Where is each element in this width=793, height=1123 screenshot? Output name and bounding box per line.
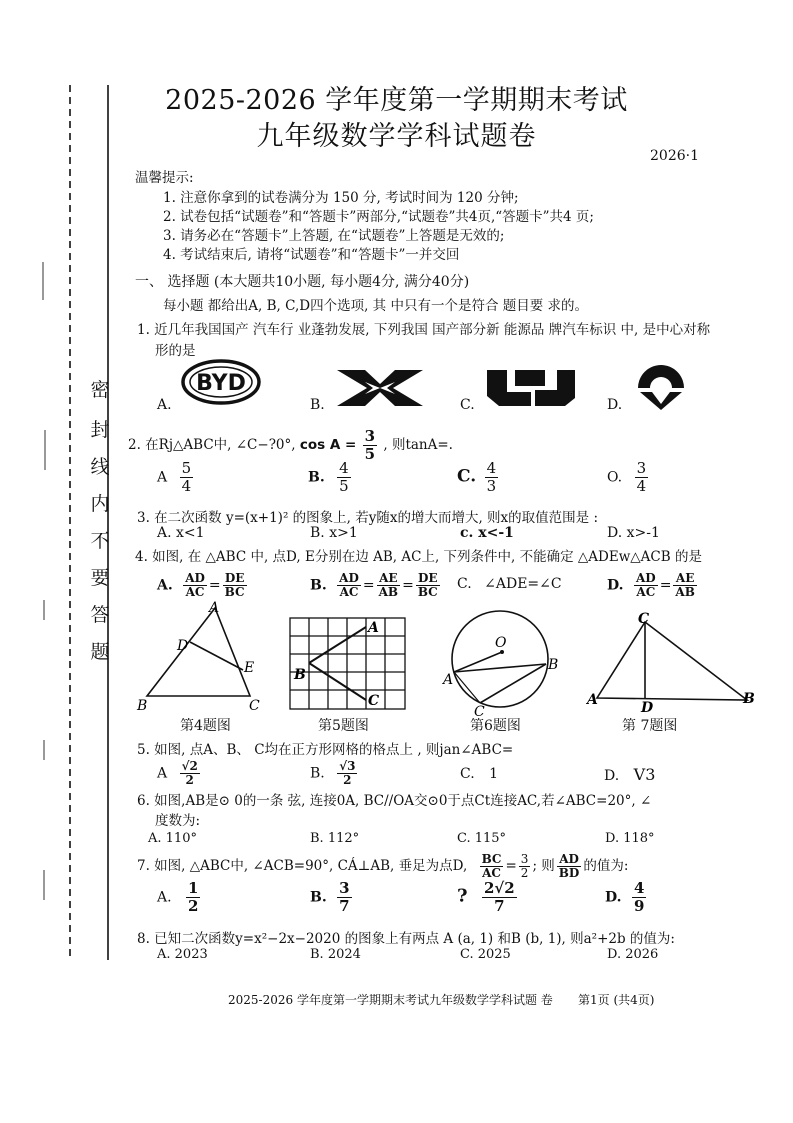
footer-text: 2025-2026 学年度第一学期期末考试九年级数学学科试题 卷 bbox=[228, 993, 553, 1007]
q6-option-b: B. 112° bbox=[310, 831, 360, 846]
svg-text:O: O bbox=[495, 635, 507, 651]
svg-text:C: C bbox=[638, 612, 650, 627]
q7-option-a: A. $\frac{1}{2}$ bbox=[157, 879, 199, 915]
q6-text-line2: 度数为: bbox=[155, 813, 201, 829]
figure-4-caption: 第4题图 bbox=[180, 718, 231, 734]
q2-option-a: A $\frac{5}{4}$ bbox=[157, 459, 192, 495]
section-instruction: 每小题 都给出A, B, C,D四个选项, 其 中只有一个是符合 题目要 求的。 bbox=[163, 298, 589, 314]
figure-6-circle bbox=[440, 602, 560, 716]
figure-5-grid bbox=[288, 616, 408, 712]
lixiang-logo bbox=[485, 366, 577, 408]
figure-7-triangle bbox=[585, 612, 755, 712]
q3-option-d: D. x>-1 bbox=[607, 525, 660, 541]
q7-option-b: B. $\frac{3}{7}$ bbox=[310, 879, 350, 915]
section-heading: 一、 选择题 (本大题共10小题, 每小题4分, 满分40分) bbox=[135, 274, 470, 290]
q5-option-c: C. 1 bbox=[460, 766, 499, 782]
q8-option-b: B. 2024 bbox=[310, 947, 361, 962]
q4-text: 4. 如图, 在 △ABC 中, 点D, E分别在边 AB, AC上, 下列条件中, 不能确定 △ADEw△ACB 的是 bbox=[135, 549, 702, 565]
svg-text:A: A bbox=[368, 620, 379, 636]
q5-option-b: B. $\frac{√3}{2}$ bbox=[310, 759, 356, 787]
seal-char: 线 bbox=[90, 456, 110, 478]
figure-4 bbox=[135, 600, 275, 715]
q2-cos-label: cos A = bbox=[299, 437, 357, 453]
q8-option-d: D. 2026 bbox=[607, 947, 659, 962]
binding-margin bbox=[0, 0, 120, 1123]
q3-text: 3. 在二次函数 y=(x+1)² 的图象上, 若y随x的增大而增大, 则x的取值范围是 : bbox=[137, 510, 599, 526]
q3-option-b: B. x>1 bbox=[310, 525, 358, 541]
notice-item: 2. 试卷包括“试题卷”和“答题卡”两部分,“试题卷”共4页,“答题卡”共4 页; bbox=[163, 209, 594, 225]
q2-option-b: B. $\frac{4}{5}$ bbox=[308, 459, 349, 495]
nio-logo bbox=[632, 358, 690, 412]
q7-text: 7. 如图, △ABC中, ∠ACB=90°, CÁ⊥AB, 垂足为点D, $\frac{BC}{AC}$ = $\frac{3}{2}$ ; 则 $\frac{AD}{BD}$ 的值为: bbox=[137, 852, 629, 880]
svg-text:B: B bbox=[294, 667, 306, 683]
q8-text: 8. 已知二次函数y=x²−2x−2020 的图象上有两点 A (a, 1) 和B (b, 1), 则a²+2b 的值为: bbox=[137, 931, 675, 947]
q1-option-b: B. bbox=[310, 397, 325, 413]
page-number: 第1页 (共4页) bbox=[578, 993, 655, 1007]
q5-option-d: D. V3 bbox=[604, 765, 656, 784]
q3-option-a: A. x<1 bbox=[157, 525, 205, 541]
q7-option-c: ? $\frac{2√2}{7}$ bbox=[457, 879, 515, 915]
svg-text:B: B bbox=[743, 691, 755, 707]
byd-logo-text: BYD bbox=[196, 371, 246, 396]
q6-option-d: D. 118° bbox=[605, 831, 655, 846]
svg-text:A: A bbox=[587, 692, 598, 708]
svg-text:D: D bbox=[641, 700, 654, 712]
byd-logo bbox=[180, 358, 262, 406]
q7-option-d: D. $\frac{4}{9}$ bbox=[605, 879, 645, 915]
q4-option-b: B. $\frac{AD}{AC}$ = $\frac{AE}{AB}$ = $\frac{DE}{BC}$ bbox=[310, 571, 438, 599]
svg-text:A: A bbox=[443, 672, 454, 688]
svg-text:D: D bbox=[177, 638, 189, 654]
q2-tail: , 则tanA=. bbox=[383, 437, 453, 453]
q1-text: 1. 近几年我国国产 汽车行 业蓬勃发展, 下列我国 国产部分新 能源品 牌汽车标识 中, 是中心对称 bbox=[137, 322, 711, 338]
figure-7-caption: 第 7题图 bbox=[622, 718, 678, 734]
seal-char: 答 bbox=[90, 604, 110, 626]
svg-text:C: C bbox=[368, 693, 380, 709]
q1-text-line2: 形的是 bbox=[155, 343, 196, 359]
svg-text:C: C bbox=[249, 698, 260, 714]
notice-item: 3. 请务必在“答题卡”上答题, 在“试题卷”上答题是无效的; bbox=[163, 228, 505, 244]
q2-option-c: C. $\frac{4}{3}$ bbox=[457, 459, 497, 495]
svg-text:E: E bbox=[244, 660, 255, 676]
q2-stem: 2. 在Rj△ABC中, ∠C−?0°, bbox=[128, 437, 296, 453]
figure-6-caption: 第6题图 bbox=[470, 718, 521, 734]
svg-text:B: B bbox=[548, 657, 559, 673]
seal-char: 内 bbox=[90, 493, 110, 515]
q5-text: 5. 如图, 点A、B、 C均在正方形网格的格点上 , 则jan∠ABC= bbox=[137, 742, 514, 758]
seal-char: 不 bbox=[90, 530, 110, 552]
q6-option-c: C. 115° bbox=[457, 831, 507, 846]
notice-item: 4. 考试结束后, 请将“试题卷”和“答题卡”一并交回 bbox=[163, 247, 460, 263]
exam-date: 2026·1 bbox=[650, 148, 699, 164]
q4-option-c: C. ∠ADE=∠C bbox=[457, 576, 562, 592]
svg-text:A: A bbox=[209, 600, 220, 616]
q4-option-d: D. $\frac{AD}{AC}$ = $\frac{AE}{AB}$ bbox=[607, 571, 695, 599]
q4-option-a: A. $\frac{AD}{AC}$ = $\frac{DE}{BC}$ bbox=[157, 571, 245, 599]
notice-item: 1. 注意你拿到的试卷满分为 150 分, 考试时间为 120 分钟; bbox=[163, 190, 519, 206]
xpeng-logo bbox=[335, 368, 425, 408]
q2-text bbox=[128, 428, 453, 463]
seal-char: 要 bbox=[90, 567, 110, 589]
q5-option-a: A $\frac{√2}{2}$ bbox=[157, 759, 198, 787]
q3-option-c: c. x<-1 bbox=[460, 525, 514, 541]
seal-char: 封 bbox=[90, 419, 110, 441]
q1-option-a: A. bbox=[157, 397, 172, 413]
q1-option-c: C. bbox=[460, 397, 475, 413]
svg-text:C: C bbox=[474, 704, 485, 716]
q1-option-d: D. bbox=[607, 397, 623, 413]
notice-heading: 温馨提示: bbox=[135, 170, 194, 186]
q8-option-a: A. 2023 bbox=[157, 947, 208, 962]
q8-option-c: C. 2025 bbox=[460, 947, 511, 962]
q2-cos-fraction: $\frac{3}{5}$ bbox=[364, 427, 376, 463]
figure-5-caption: 第5题图 bbox=[318, 718, 369, 734]
q6-option-a: A. 110° bbox=[148, 831, 197, 846]
exam-title: 2025-2026 学年度第一学期期末考试 bbox=[165, 85, 628, 116]
svg-text:B: B bbox=[137, 698, 148, 714]
q6-text: 6. 如图,AB是⊙ 0的一条 弦, 连接0A, BC//OA交⊙0于点Ct连接AC,若∠ABC=20°, ∠ bbox=[137, 793, 652, 809]
seal-char: 密 bbox=[90, 379, 110, 401]
q2-option-d: O. $\frac{3}{4}$ bbox=[607, 459, 647, 495]
exam-subtitle: 九年级数学学科试题卷 bbox=[256, 121, 537, 152]
seal-char: 题 bbox=[90, 641, 110, 663]
